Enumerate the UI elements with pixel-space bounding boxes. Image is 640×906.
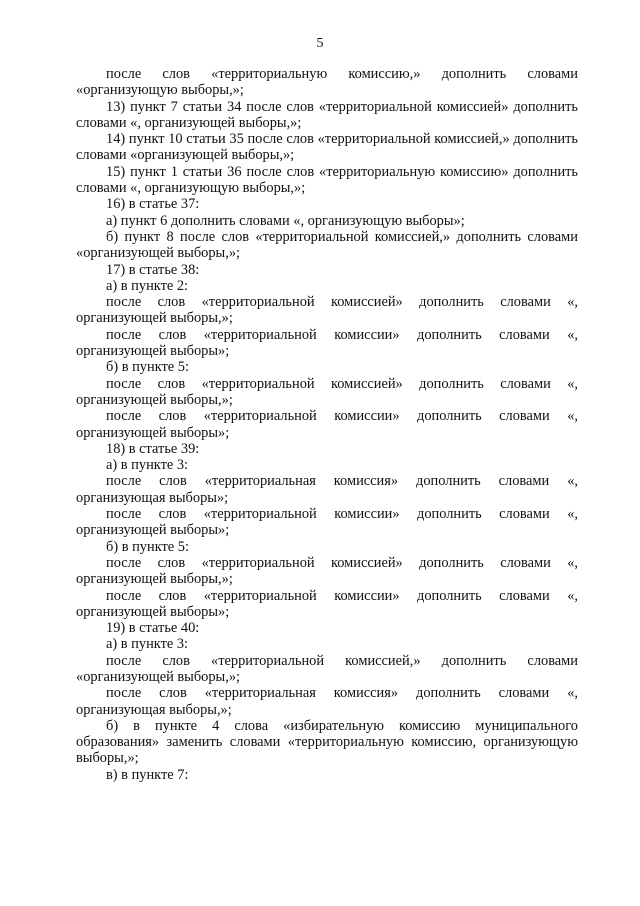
paragraph: а) в пункте 2:: [106, 277, 189, 294]
paragraph: после слов «территориальная комиссия» дополнить словами «, организующая выборы»;: [76, 473, 578, 506]
paragraph: 16) в статье 37:: [106, 196, 200, 213]
paragraph: после слов «территориальную комиссию,» дополнить словами «организующую выборы,»;: [76, 66, 578, 99]
paragraph: 17) в статье 38:: [106, 261, 200, 278]
paragraph: после слов «территориальной комиссией,» дополнить словами «организующей выборы,»;: [76, 652, 578, 685]
paragraph: а) в пункте 3:: [106, 457, 189, 474]
paragraph: после слов «территориальной комиссии» дополнить словами «, организующей выборы»;: [76, 587, 578, 620]
paragraph: б) в пункте 4 слова «избирательную комиссию муниципального образования» заменить словами «территориальную комиссию, организующую выборы,»;: [76, 717, 578, 767]
paragraph: б) в пункте 5:: [106, 538, 189, 555]
paragraph: 18) в статье 39:: [106, 440, 200, 457]
paragraph: в) в пункте 7:: [106, 766, 189, 783]
paragraph: после слов «территориальная комиссия» дополнить словами «, организующая выборы,»;: [76, 685, 578, 718]
paragraph: после слов «территориальной комиссией» дополнить словами «, организующей выборы,»;: [76, 375, 578, 408]
paragraph: б) пункт 8 после слов «территориальной комиссией,» дополнить словами «организующей выборы,»;: [76, 228, 578, 262]
paragraph: после слов «территориальной комиссии» дополнить словами «, организующей выборы»;: [76, 506, 578, 539]
paragraph: а) пункт 6 дополнить словами «, организующую выборы»;: [106, 212, 465, 229]
page-number: 5: [316, 36, 324, 51]
paragraph: 15) пункт 1 статьи 36 после слов «территориальную комиссию» дополнить словами «, организующую выборы,»;: [76, 163, 578, 197]
paragraph: 13) пункт 7 статьи 34 после слов «территориальной комиссией» дополнить словами «, организующей выборы,»;: [76, 98, 578, 131]
paragraph: 14) пункт 10 статьи 35 после слов «территориальной комиссией,» дополнить словами «организующей выборы,»;: [76, 131, 578, 164]
document-body: [76, 66, 578, 783]
paragraph: после слов «территориальной комиссией» дополнить словами «, организующей выборы,»;: [76, 554, 578, 588]
paragraph: после слов «территориальной комиссии» дополнить словами «, организующей выборы»;: [76, 408, 578, 441]
paragraph: после слов «территориальной комиссии» дополнить словами «, организующей выборы»;: [76, 326, 578, 360]
paragraph: а) в пункте 3:: [106, 636, 189, 653]
paragraph: после слов «территориальной комиссией» дополнить словами «, организующей выборы,»;: [76, 294, 578, 327]
paragraph: 19) в статье 40:: [106, 620, 200, 637]
paragraph: б) в пункте 5:: [106, 359, 189, 376]
